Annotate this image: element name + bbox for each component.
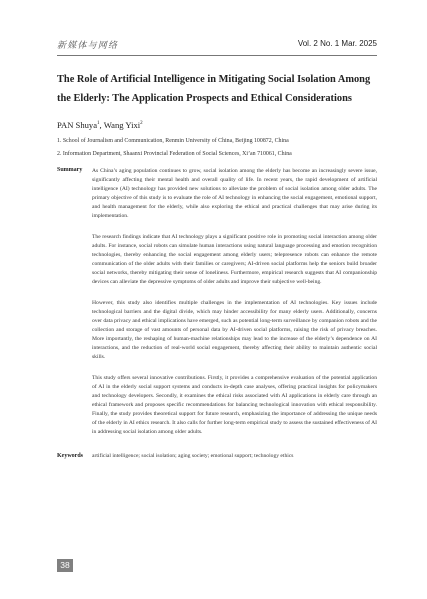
summary-paragraph: However, this study also identifies multiple challenges in the implementation of AI technologies. Key issues include technological barriers and the digital divide, which may hinder accessibility for many elderly users. Additionally, concerns over data privacy and ethical implications have emerged, such as potential long-term surveillance by companion robots and the collection and storage of vast amounts of personal data by AI-driven social platforms, raising the risk of privacy breaches. More importantly, the reshaping of human-machine relationships may lead to the increase of the elderly’s dependence on AI interactions, and the reduction of real-world social engagement, thereby affecting their ability to maintain authentic social skills. — [92, 300, 377, 360]
author-name: PAN Shuya — [57, 120, 98, 130]
page-number: 38 — [57, 559, 73, 572]
summary-paragraph: This study offers several innovative contributions. Firstly, it provides a comprehensive evaluation of the potential application of AI in the elderly social support systems and conducts in-depth case analyses, offering practical insights for policymakers and technology developers. Secondly, it examines the ethical risks associated with AI applications in elderly care through an ethical framework and proposes specific recommendations for balancing technological innovation with ethical responsibility. Finally, the study provides theoretical support for future research, emphasizing the importance of addressing the unique needs of the elderly in AI ethics research. It also calls for further long-term empirical study to assess the sustained effectiveness of AI in addressing social isolation among older adults. — [92, 375, 377, 435]
affiliation: 2. Information Department, Shaanxi Provincial Federation of Social Sciences, Xi’an 710061, China — [57, 151, 292, 157]
author-separator: , — [99, 120, 102, 130]
summary-body — [92, 167, 377, 449]
issue-info: Vol. 2 No. 1 Mar. 2025 — [297, 39, 377, 48]
summary-label: Summary — [57, 167, 83, 173]
article-title: The Role of Artificial Intelligence in Mitigating Social Isolation Among the Elderly: The Application Prospects and Ethical Considerations — [57, 74, 371, 104]
summary-paragraph: As China’s aging population continues to grow, social isolation among the elderly has become an increasingly severe issue, significantly affecting their mental health and overall quality of life. In recent years, the rapid development of artificial intelligence (AI) technology has provided new solutions to alleviate the problem of social isolation among older adults. The primary objective of this study is to evaluate the role of AI technology in enhancing the social engagement, emotional support, and health management for the elderly, while also exploring the ethical and practical challenges that may arise during its implementation. — [92, 168, 377, 219]
journal-name: 新媒体与网络 — [57, 41, 119, 51]
affiliation-marker: 1 — [97, 121, 100, 127]
author-line — [57, 120, 143, 130]
summary-paragraph: The research findings indicate that AI technology plays a significant positive role in promoting social interaction among older adults. For instance, social robots can simulate human interactions using natural language processing and emotion recognition technologies, thereby enhancing the social engagement among elderly users; telepresence robots can enhance the remote communication of the older adults with their families or caregivers; AI-driven social platforms help the seniors build broader social networks, thereby mitigating their sense of loneliness. Furthermore, empirical research suggests that AI companionship devices can alleviate the depressive symptoms of older adults and improve their subjective well-being. — [92, 234, 377, 285]
running-header — [57, 38, 377, 54]
keywords: artificial intelligence; social isolation; aging society; emotional support; technology ethics — [92, 453, 294, 459]
header-rule — [57, 55, 377, 56]
author-name: Wang Yixi — [103, 120, 141, 130]
keywords-label: Keywords — [57, 453, 83, 459]
affiliation: 1. School of Journalism and Communication, Renmin University of China, Beijing 100872, China — [57, 138, 289, 144]
affiliation-marker: 2 — [140, 121, 143, 127]
